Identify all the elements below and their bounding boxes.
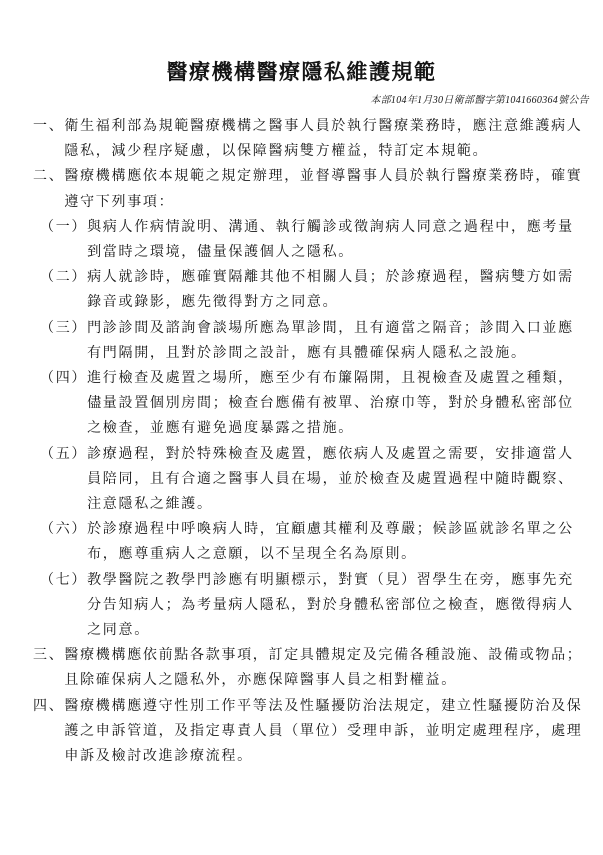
item-marker: （一）	[40, 219, 88, 235]
item-text	[87, 517, 574, 567]
regulation-item	[0, 694, 603, 770]
text-line: 遵守下列事項：	[64, 194, 175, 210]
text-line: 員陪同，且有合適之醫事人員在場，並於檢查及處置過程中隨時觀察、	[87, 471, 574, 487]
text-line: 且除確保病人之隱私外，亦應保障醫事人員之相對權益。	[64, 673, 457, 689]
text-line: 醫療機構應依本規範之規定辦理，並督導醫事人員於執行醫療業務時，確實	[64, 169, 583, 185]
text-line: 病人就診時，應確實隔離其他不相關人員；於診療過程，醫病雙方如需	[87, 270, 574, 286]
regulation-item	[0, 568, 603, 644]
item-marker: （六）	[40, 522, 88, 538]
item-text	[87, 366, 574, 442]
text-line: 申訴及檢討改進診療流程。	[64, 749, 253, 765]
text-line: 教學醫院之教學門診應有明顯標示，對實（見）習學生在旁，應事先充	[87, 572, 574, 588]
text-line: 門診診間及諮詢會談場所應為單診間，且有適當之隔音；診間入口並應	[87, 320, 574, 336]
item-text	[64, 164, 582, 214]
text-line: 衛生福利部為規範醫療機構之醫事人員於執行醫療業務時，應注意維護病人	[64, 119, 583, 134]
regulation-item	[0, 114, 603, 164]
item-text	[87, 442, 574, 518]
regulation-item	[0, 164, 603, 214]
regulation-item	[0, 316, 603, 366]
text-line: 到當時之環境，儘量保護個人之隱私。	[87, 245, 355, 261]
text-line: 注意隱私之維護。	[87, 497, 213, 513]
text-line: 儘量設置個別房間；檢查台應備有被單、治療巾等，對於身體私密部位	[87, 396, 574, 412]
text-line: 診療過程，對於特殊檢查及處置，應依病人及處置之需要，安排適當人	[87, 446, 574, 462]
item-text	[87, 316, 574, 366]
regulation-item	[0, 517, 603, 567]
document-body	[0, 114, 603, 769]
item-marker: （四）	[40, 371, 88, 387]
item-marker: 三、	[33, 648, 65, 664]
text-line: 醫療機構應遵守性別工作平等法及性騷擾防治法規定，建立性騷擾防治及保	[64, 698, 583, 714]
item-text	[87, 568, 574, 644]
text-line: 分告知病人；為考量病人隱私，對於身體私密部位之檢查，應徵得病人	[87, 597, 574, 613]
regulation-item	[0, 643, 603, 693]
item-marker: 二、	[33, 169, 65, 185]
text-line: 於診療過程中呼喚病人時，宜顧慮其權利及尊嚴；候診區就診名單之公	[87, 522, 574, 538]
item-marker: 四、	[33, 698, 65, 714]
text-line: 之檢查，並應有避免過度暴露之措施。	[87, 421, 355, 437]
announcement-line: 本部104年1月30日衛部醫字第1041660364號公告	[370, 95, 589, 106]
text-line: 隱私，減少程序疑慮，以保障醫病雙方權益，特訂定本規範。	[64, 144, 489, 160]
item-text	[87, 265, 574, 315]
item-text	[64, 643, 582, 693]
text-line: 護之申訴管道，及指定專責人員（單位）受理申訴，並明定處理程序，處理	[64, 723, 583, 739]
item-text	[64, 114, 582, 164]
text-line: 錄音或錄影，應先徵得對方之同意。	[87, 295, 339, 311]
text-line: 與病人作病情說明、溝通、執行觸診或徵詢病人同意之過程中，應考量	[87, 219, 574, 235]
item-marker: （三）	[40, 320, 88, 336]
regulation-item	[0, 442, 603, 518]
text-line: 之同意。	[87, 623, 150, 639]
item-marker: （七）	[40, 572, 88, 588]
regulation-item	[0, 215, 603, 265]
text-line: 進行檢查及處置之場所，應至少有布簾隔開，且視檢查及處置之種類，	[87, 371, 574, 387]
regulation-item	[0, 265, 603, 315]
text-line: 布，應尊重病人之意願，以不呈現全名為原則。	[87, 547, 417, 563]
item-text	[87, 215, 574, 265]
text-line: 有門隔開，且對於診間之設計，應有具體確保病人隱私之設施。	[87, 345, 527, 361]
item-marker: 一、	[33, 119, 65, 134]
item-marker: （二）	[40, 270, 88, 286]
item-marker: （五）	[40, 446, 88, 462]
regulation-item	[0, 366, 603, 442]
text-line: 醫療機構應依前點各款事項，訂定具體規定及完備各種設施、設備或物品；	[64, 648, 583, 664]
item-text	[64, 694, 582, 770]
document-title: 醫療機構醫療隱私維護規範	[166, 60, 437, 84]
